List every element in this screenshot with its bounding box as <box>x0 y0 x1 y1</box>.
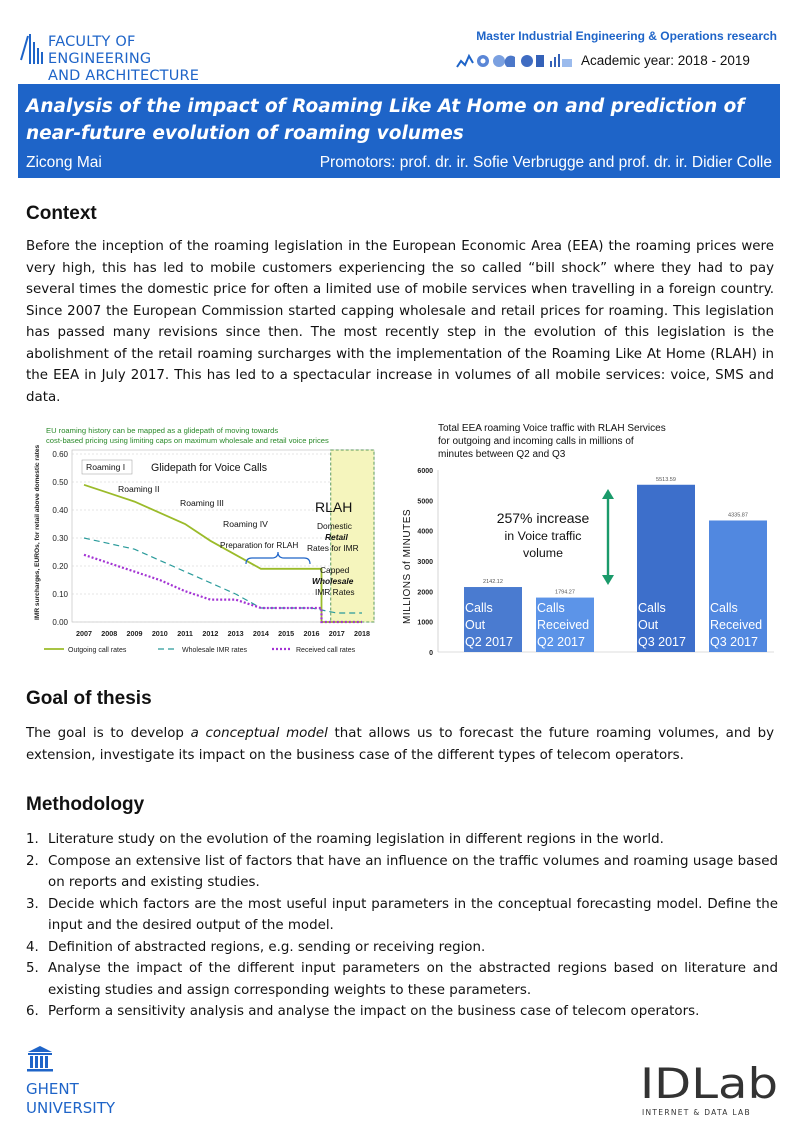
chart2-title-line1: Total EEA roaming Voice traffic with RLAH Services <box>438 423 666 434</box>
retail-label: Retail <box>325 532 348 542</box>
chart2-category-label: Calls <box>465 601 493 615</box>
goal-heading: Goal of thesis <box>26 688 152 709</box>
program-icons <box>456 51 574 71</box>
ghent-name-line2: UNIVERSITY <box>26 1099 116 1117</box>
chart1-x-tick: 2016 <box>303 629 320 638</box>
roaming3-label: Roaming III <box>180 498 224 508</box>
chart1-y-tick: 0.30 <box>52 534 68 543</box>
rates-imr-label: Rates for IMR <box>307 543 359 553</box>
list-item-number: 5. <box>26 961 39 976</box>
chart1-y-tick: 0.20 <box>52 562 68 571</box>
chart1-y-tick: 0.00 <box>52 618 68 627</box>
chart1-x-tick: 2013 <box>227 629 244 638</box>
faculty-logo <box>18 30 228 84</box>
chart1-x-tick: 2007 <box>76 629 92 638</box>
chart2-y-tick: 3000 <box>417 559 433 566</box>
methodology-heading: Methodology <box>26 794 145 815</box>
capped-label: Capped <box>320 565 350 575</box>
faculty-name-line2: AND ARCHITECTURE <box>48 68 200 84</box>
chart1-y-tick: 0.10 <box>52 590 68 599</box>
goal-text-after: that allows us to forecast the future roaming volumes, and by extension, investigate its impact on the business case of the different types of telecom operators. <box>26 726 774 763</box>
chart1-legend-label: Wholesale IMR rates <box>182 647 247 654</box>
imr-rates-label: IMR Rates <box>315 587 355 597</box>
chart2-y-tick: 5000 <box>417 498 433 506</box>
chart1-legend-label: Outgoing call rates <box>68 647 127 654</box>
faculty-name-line1: FACULTY OF ENGINEERING <box>48 34 152 67</box>
chart1-x-tick: 2014 <box>252 629 269 638</box>
chart1-y-tick: 0.40 <box>52 506 68 515</box>
list-item <box>26 937 778 959</box>
chart2-bar <box>709 520 767 652</box>
idlab-subtitle: INTERNET & DATA LAB <box>642 1108 751 1117</box>
wholesale-label: Wholesale <box>312 576 354 586</box>
list-item-text: Perform a sensitivity analysis and analyse the impact on the business case of telecom operators. <box>48 1004 700 1019</box>
list-item-number: 1. <box>26 832 39 847</box>
chart2-title-line2: for outgoing and incoming calls in millions of <box>438 436 634 447</box>
chart1-y-tick: 0.50 <box>52 478 68 487</box>
increase-label-line3: volume <box>523 546 563 560</box>
promotors: Promotors: prof. dr. ir. Sofie Verbrugge and prof. dr. ir. Didier Colle <box>319 154 772 171</box>
chart1-y-label: IMR surcharges, EUROs, for retail above domestic rates <box>34 444 41 620</box>
prep-brace <box>246 552 310 564</box>
chart2-category-label: Calls <box>638 601 666 615</box>
context-heading: Context <box>26 203 97 224</box>
voice-traffic-chart <box>396 418 776 662</box>
list-item <box>26 829 778 851</box>
chart2-category-label: Q3 2017 <box>638 635 686 649</box>
goal-text-emph: a conceptual model <box>190 726 328 741</box>
list-item-number: 3. <box>26 896 39 912</box>
roaming2-label: Roaming II <box>118 484 160 494</box>
chart2-y-tick: 6000 <box>417 468 433 475</box>
chart2-y-tick: 1000 <box>417 619 433 627</box>
chart1-x-tick: 2015 <box>278 629 295 638</box>
chart2-value-label: 4335.87 <box>728 512 748 519</box>
list-item-text: Decide which factors are the most useful input parameters in the conceptual forecasting model. Define the input and the desired output of the model. <box>48 896 778 933</box>
context-paragraph: Before the inception of the roaming legislation in the European Economic Area (EEA) the roaming prices were very high, this has led to mobile customers experiencing the so called “bill shock” where they had to pay several times the domestic price for often a limited use of mobile services when travelling in a foreign country. Since 2007 the European Commission started capping wholesale and retail prices for roaming. This legislation has passed many revisions since then. The most recently step in the evolution of this legislation is the abolishment of the retail roaming surcharges with the implementation of the Roaming Like At Home (RLAH) in the EEA in July 2017. This has led to a spectacular increase in volumes of all mobile services: voice, SMS and data. <box>26 239 774 405</box>
list-item <box>26 958 778 1001</box>
domestic-label: Domestic <box>317 521 352 531</box>
academic-year: Academic year: 2018 - 2019 <box>581 53 750 68</box>
list-item <box>26 894 778 937</box>
chart2-value-label: 2142.12 <box>483 579 503 586</box>
chart2-category-label: Calls <box>537 601 565 615</box>
master-program: Master Industrial Engineering & Operations research <box>476 29 777 43</box>
chart2-category-label: Received <box>710 618 763 632</box>
idlab-name: IDLab <box>640 1059 778 1108</box>
chart2-value-label: 5513.59 <box>656 476 676 483</box>
roaming4-label: Roaming IV <box>223 519 268 529</box>
chart1-x-tick: 2012 <box>202 629 219 638</box>
increase-arrow-up-head <box>602 489 614 499</box>
list-item-number: 4. <box>26 939 39 955</box>
university-building-icon <box>27 1046 53 1072</box>
rlah-label: RLAH <box>315 499 353 515</box>
list-item <box>26 851 778 894</box>
ghent-university-logo <box>24 1036 134 1118</box>
list-item-text: Literature study on the evolution of the roaming legislation in different regions in the world. <box>48 832 664 847</box>
chart1-x-tick: 2008 <box>101 629 118 638</box>
author-name: Zicong Mai <box>26 154 102 171</box>
list-item <box>26 1001 778 1023</box>
increase-arrow-down-head <box>602 575 614 585</box>
chart1-legend-label: Received call rates <box>296 647 356 654</box>
goal-paragraph <box>26 723 774 766</box>
title-banner <box>18 84 780 178</box>
roaming1-label: Roaming I <box>86 462 126 472</box>
chart1-title-line1: EU roaming history can be mapped as a glidepath of moving towards <box>46 426 279 435</box>
increase-label-line2: in Voice traffic <box>504 529 582 543</box>
chart1-x-tick: 2017 <box>328 629 345 638</box>
chart2-y-label: MILLIONS of MINUTES <box>402 508 413 624</box>
chart1-x-tick: 2010 <box>151 629 168 638</box>
chart2-category-label: Calls <box>710 601 738 615</box>
list-item-text: Compose an extensive list of factors that have an influence on the traffic volumes and roaming usage based on reports and existing studies. <box>48 853 778 890</box>
methodology-list <box>26 829 778 1023</box>
chart2-y-tick: 4000 <box>417 528 433 536</box>
list-item-number: 2. <box>26 853 39 869</box>
chart1-x-tick: 2011 <box>177 629 193 638</box>
chart1-x-tick: 2018 <box>354 629 370 638</box>
chart2-category-label: Out <box>465 618 486 632</box>
chart2-category-label: Received <box>537 618 590 632</box>
chart1-x-tick: 2009 <box>126 629 143 638</box>
goal-text-before: The goal is to develop <box>26 726 191 741</box>
glidepath-label: Glidepath for Voice Calls <box>151 462 268 474</box>
chart1-y-tick: 0.60 <box>52 450 68 459</box>
list-item-text: Analyse the impact of the different input parameters on the abstracted regions based on literature and existing studies and assign corresponding weights to these parameters. <box>48 961 778 998</box>
idlab-logo <box>640 1058 780 1118</box>
chart2-category-label: Q2 2017 <box>465 635 513 649</box>
thesis-title: Analysis of the impact of Roaming Like At Home on and prediction of near-future evolution of roaming volumes <box>26 96 745 144</box>
faculty-logo-icon <box>18 30 46 70</box>
glidepath-chart <box>24 418 384 662</box>
chart2-y-tick: 0 <box>429 650 433 657</box>
chart1-title-line2: cost-based pricing using limiting caps on maximum wholesale and retail voice prices <box>46 436 329 445</box>
list-item-text: Definition of abstracted regions, e.g. sending or receiving region. <box>48 939 486 955</box>
chart2-y-tick: 2000 <box>417 589 433 597</box>
ghent-name-line1: GHENT <box>26 1080 79 1098</box>
list-item-number: 6. <box>26 1004 39 1019</box>
chart2-category-label: Q2 2017 <box>537 635 585 649</box>
chart2-category-label: Q3 2017 <box>710 635 758 649</box>
chart2-value-label: 1794.27 <box>555 589 575 596</box>
chart2-title-line3: minutes between Q2 and Q3 <box>438 449 566 460</box>
increase-label-line1: 257% increase <box>496 510 590 526</box>
chart2-category-label: Out <box>638 618 659 632</box>
prep-label: Preparation for RLAH <box>220 541 299 550</box>
